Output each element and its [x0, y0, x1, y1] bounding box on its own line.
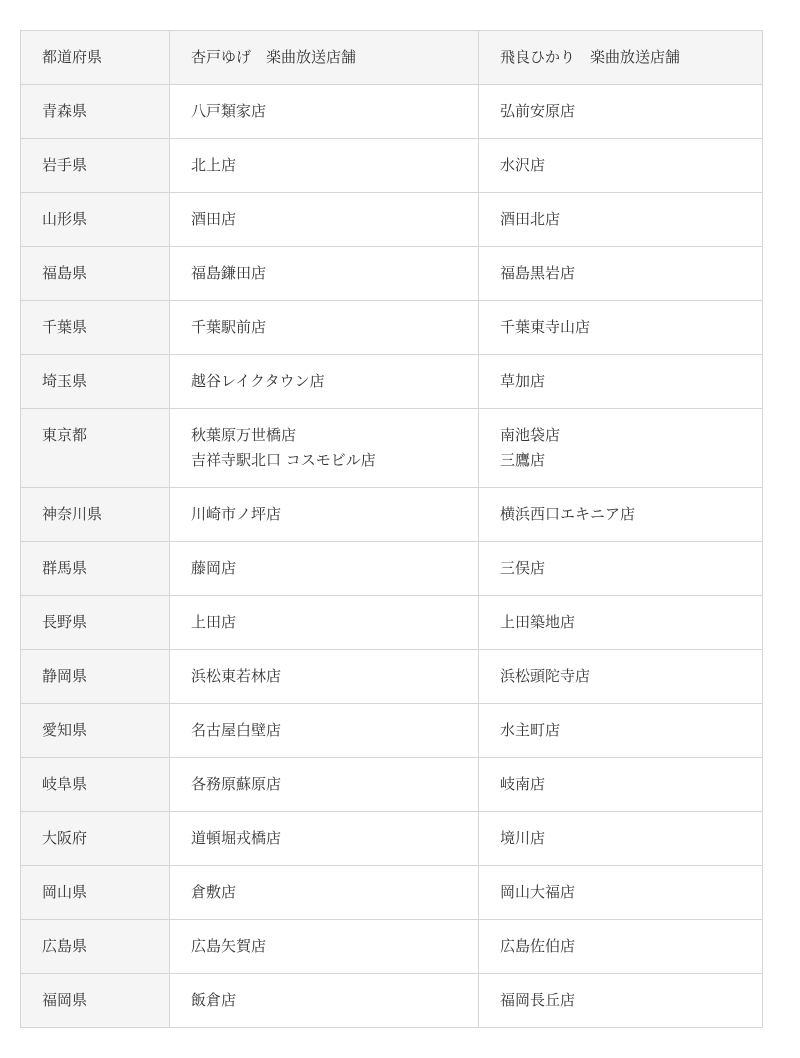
- anzu-store-cell: [170, 85, 479, 139]
- table-row: [21, 650, 763, 704]
- hira-store-name: 福岡長丘店: [500, 991, 576, 1009]
- hira-store-cell: [479, 758, 763, 812]
- prefecture-cell: 福岡県: [21, 974, 170, 1028]
- hira-store-name: 岐南店: [500, 775, 546, 793]
- anzu-store-name: 川崎市ノ坪店: [191, 505, 282, 523]
- store-table-container: [20, 30, 762, 1028]
- prefecture-cell: 愛知県: [21, 704, 170, 758]
- anzu-store-cell: [170, 920, 479, 974]
- anzu-store-name: 倉敷店: [191, 883, 237, 901]
- header-row: [21, 31, 763, 85]
- anzu-store-name: 上田店: [191, 613, 237, 631]
- hira-store-name: 南池袋店: [500, 426, 561, 444]
- hira-store-name: 岡山大福店: [500, 883, 576, 901]
- anzu-store-cell: [170, 812, 479, 866]
- hira-store-cell: [479, 650, 763, 704]
- hira-store-name: 境川店: [500, 829, 546, 847]
- table-row: [21, 866, 763, 920]
- anzu-store-name: 各務原蘇原店: [191, 775, 282, 793]
- anzu-store-cell: [170, 409, 479, 488]
- table-row: [21, 301, 763, 355]
- anzu-store-cell: [170, 974, 479, 1028]
- anzu-store-name: 福島鎌田店: [191, 264, 267, 282]
- table-row: [21, 193, 763, 247]
- hira-store-cell: [479, 812, 763, 866]
- prefecture-cell: 埼玉県: [21, 355, 170, 409]
- anzu-store-cell: [170, 596, 479, 650]
- hira-store-cell: [479, 866, 763, 920]
- anzu-store-cell: [170, 139, 479, 193]
- header-prefecture: 都道府県: [21, 31, 170, 85]
- anzu-store-cell: [170, 488, 479, 542]
- anzu-store-name: 八戸類家店: [191, 102, 267, 120]
- anzu-store-name: 飯倉店: [191, 991, 237, 1009]
- table-row: [21, 409, 763, 488]
- anzu-store-name: 藤岡店: [191, 559, 237, 577]
- prefecture-cell: 東京都: [21, 409, 170, 488]
- anzu-store-cell: [170, 247, 479, 301]
- hira-store-name: 福島黒岩店: [500, 264, 576, 282]
- hira-store-name: 弘前安原店: [500, 102, 576, 120]
- hira-store-name: 酒田北店: [500, 210, 561, 228]
- hira-store-cell: [479, 139, 763, 193]
- prefecture-cell: 長野県: [21, 596, 170, 650]
- table-row: [21, 704, 763, 758]
- prefecture-cell: 岡山県: [21, 866, 170, 920]
- table-row: [21, 542, 763, 596]
- hira-store-name: 上田築地店: [500, 613, 576, 631]
- hira-store-cell: [479, 920, 763, 974]
- table-row: [21, 85, 763, 139]
- anzu-store-name: 浜松東若林店: [191, 667, 282, 685]
- hira-store-name: 千葉東寺山店: [500, 318, 591, 336]
- anzu-store-name: 道頓堀戎橋店: [191, 829, 282, 847]
- hira-store-name: 水主町店: [500, 721, 561, 739]
- anzu-store-cell: [170, 758, 479, 812]
- hira-store-name: 横浜西口エキニア店: [500, 505, 636, 523]
- header-anzu-stores: 杏戸ゆげ 楽曲放送店舗: [170, 31, 479, 85]
- prefecture-cell: 大阪府: [21, 812, 170, 866]
- hira-store-cell: [479, 974, 763, 1028]
- hira-store-name: 水沢店: [500, 156, 546, 174]
- anzu-store-cell: [170, 704, 479, 758]
- anzu-store-name: 千葉駅前店: [191, 318, 267, 336]
- prefecture-cell: 静岡県: [21, 650, 170, 704]
- table-body: [21, 85, 763, 1028]
- anzu-store-cell: [170, 866, 479, 920]
- hira-store-name: 草加店: [500, 372, 546, 390]
- prefecture-cell: 広島県: [21, 920, 170, 974]
- hira-store-name: 広島佐伯店: [500, 937, 576, 955]
- prefecture-cell: 福島県: [21, 247, 170, 301]
- hira-store-cell: [479, 488, 763, 542]
- table-row: [21, 758, 763, 812]
- table-row: [21, 596, 763, 650]
- table-row: [21, 812, 763, 866]
- prefecture-cell: 山形県: [21, 193, 170, 247]
- hira-store-cell: [479, 596, 763, 650]
- anzu-store-cell: [170, 650, 479, 704]
- hira-store-cell: [479, 301, 763, 355]
- hira-store-name: 浜松頭陀寺店: [500, 667, 591, 685]
- table-row: [21, 355, 763, 409]
- hira-store-cell: [479, 542, 763, 596]
- store-table: [20, 30, 763, 1028]
- hira-store-cell: [479, 704, 763, 758]
- prefecture-cell: 青森県: [21, 85, 170, 139]
- hira-store-cell: [479, 409, 763, 488]
- table-row: [21, 139, 763, 193]
- table-row: [21, 974, 763, 1028]
- table-header: [21, 31, 763, 85]
- table-row: [21, 247, 763, 301]
- hira-store-name: 三俣店: [500, 559, 546, 577]
- hira-store-cell: [479, 193, 763, 247]
- prefecture-cell: 岐阜県: [21, 758, 170, 812]
- anzu-store-name: 名古屋白壁店: [191, 721, 282, 739]
- hira-store-cell: [479, 247, 763, 301]
- anzu-store-cell: [170, 542, 479, 596]
- prefecture-cell: 千葉県: [21, 301, 170, 355]
- header-hira-stores: 飛良ひかり 楽曲放送店舗: [479, 31, 763, 85]
- anzu-store-name: 酒田店: [191, 210, 237, 228]
- anzu-store-cell: [170, 301, 479, 355]
- anzu-store-name: 吉祥寺駅北口 コスモビル店: [191, 451, 376, 469]
- anzu-store-name: 秋葉原万世橋店: [191, 426, 297, 444]
- anzu-store-name: 越谷レイクタウン店: [191, 372, 325, 390]
- hira-store-cell: [479, 85, 763, 139]
- prefecture-cell: 神奈川県: [21, 488, 170, 542]
- hira-store-cell: [479, 355, 763, 409]
- hira-store-name: 三鷹店: [500, 451, 546, 469]
- anzu-store-cell: [170, 355, 479, 409]
- anzu-store-cell: [170, 193, 479, 247]
- table-row: [21, 920, 763, 974]
- anzu-store-name: 北上店: [191, 156, 237, 174]
- anzu-store-name: 広島矢賀店: [191, 937, 267, 955]
- prefecture-cell: 群馬県: [21, 542, 170, 596]
- table-row: [21, 488, 763, 542]
- prefecture-cell: 岩手県: [21, 139, 170, 193]
